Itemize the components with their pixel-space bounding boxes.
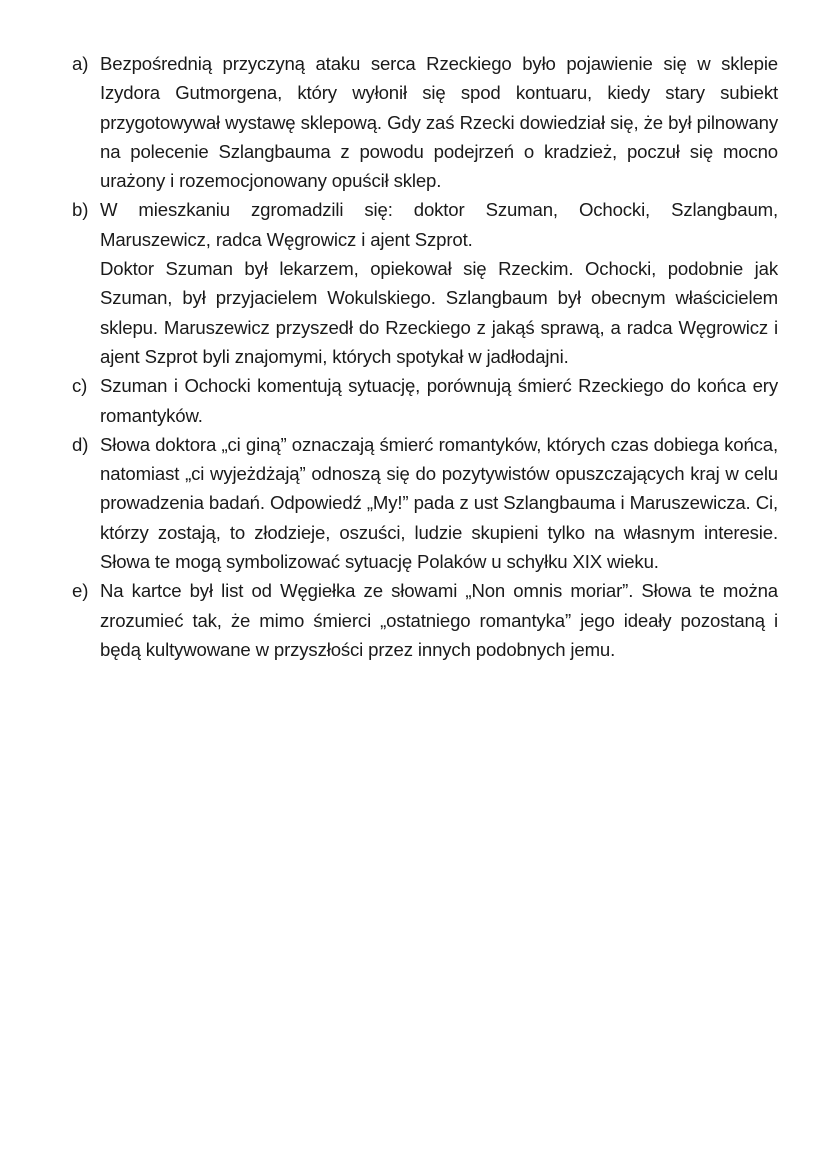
- answer-marker: a): [72, 53, 89, 74]
- answer-body: [100, 195, 778, 371]
- answer-paragraph: W mieszkaniu zgromadzili się: doktor Szuman, Ochocki, Szlangbaum, Maruszewicz, radca Węgrowicz i ajent Szprot.: [100, 199, 778, 250]
- answer-item-c: [72, 371, 778, 430]
- answer-paragraph: Szuman i Ochocki komentują sytuację, porównują śmierć Rzeckiego do końca ery romantyków.: [100, 375, 778, 426]
- answer-body: [100, 576, 778, 664]
- answer-marker: e): [72, 580, 89, 602]
- answer-item-a: [72, 49, 778, 195]
- answer-body: [100, 371, 778, 430]
- answer-marker: c): [72, 375, 88, 397]
- answer-marker: d): [72, 433, 89, 455]
- answer-item-b: [72, 195, 778, 371]
- answer-body: [100, 49, 778, 195]
- answer-paragraph: Bezpośrednią przyczyną ataku serca Rzeckiego było pojawienie się w sklepie Izydora Gutmorgena, który wyłonił się spod kontuaru, kiedy stary subiekt przygotowywał wystawę sklepową. Gdy zaś Rzecki dowiedział się, że był pilnowany na polecenie Szlangbauma z powodu podejrzeń o kradzież, poczuł się mocno urażony i rozemocjonowany opuścił sklep.: [100, 53, 778, 192]
- answer-list: [72, 49, 778, 664]
- answer-item-e: [72, 576, 778, 664]
- answer-paragraph: Na kartce był list od Węgiełka ze słowami „Non omnis moriar”. Słowa te można zrozumieć tak, że mimo śmierci „ostatniego romantyka” jego ideały pozostaną i będą kultywowane w przyszłości przez innych podobnych jemu.: [100, 580, 778, 660]
- answer-paragraph: Słowa doktora „ci giną” oznaczają śmierć romantyków, których czas dobiega końca, natomiast „ci wyjeżdżają” odnoszą się do pozytywistów opuszczających kraj w celu prowadzenia badań. Odpowiedź „My!” pada z ust Szlangbauma i Maruszewicza. Ci, którzy zostają, to złodzieje, oszuści, ludzie skupieni tylko na własnym interesie. Słowa te mogą symbolizować sytuację Polaków u schyłku XIX wieku.: [100, 433, 778, 573]
- answer-marker: b): [72, 199, 89, 221]
- answer-body: [100, 430, 778, 576]
- answer-item-d: [72, 430, 778, 576]
- answer-paragraph: Doktor Szuman był lekarzem, opiekował się Rzeckim. Ochocki, podobnie jak Szuman, był przyjacielem Wokulskiego. Szlangbaum był obecnym właścicielem sklepu. Maruszewicz przyszedł do Rzeckiego z jakąś sprawą, a radca Węgrowicz i ajent Szprot byli znajomymi, których spotykał w jadłodajni.: [100, 258, 778, 367]
